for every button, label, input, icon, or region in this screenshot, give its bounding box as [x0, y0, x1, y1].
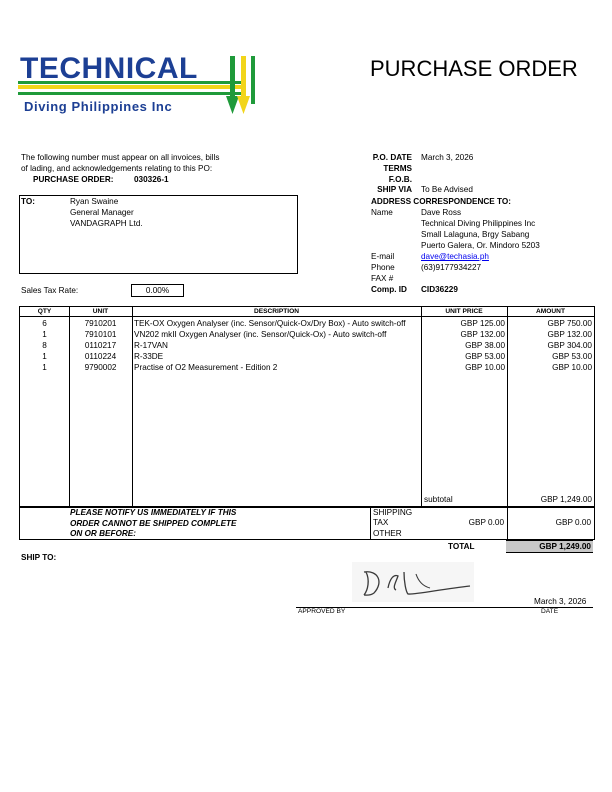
tax-rate-amount: GBP 0.00: [468, 518, 504, 527]
to-company: VANDAGRAPH Ltd.: [70, 219, 143, 228]
tax-amount: GBP 0.00: [555, 518, 591, 527]
footer-divider: [370, 507, 371, 539]
fob-label: F.O.B.: [388, 175, 412, 184]
phone-value: (63)9177934227: [421, 263, 482, 272]
shipping-label: SHIPPING: [373, 508, 413, 517]
date-label: DATE: [541, 608, 559, 615]
row-amount: GBP 132.00: [547, 330, 592, 339]
corr-address-3: Puerto Galera, Or. Mindoro 5203: [421, 241, 540, 250]
row-description: TEK-OX Oxygen Analyser (inc. Sensor/Quick-Ox/Dry Box) - Auto switch-off: [134, 319, 406, 328]
to-address-box: [19, 195, 298, 274]
row-qty: 6: [42, 319, 47, 328]
comp-id-label: Comp. ID: [371, 285, 407, 294]
to-name: Ryan Swaine: [70, 197, 119, 206]
approved-by-label: APPROVED BY: [298, 608, 346, 615]
sales-tax-field[interactable]: 0.00%: [131, 284, 184, 297]
fax-label: FAX #: [371, 274, 394, 283]
logo-tagline: Diving Philippines Inc: [24, 99, 173, 114]
tax-label: TAX: [373, 518, 389, 527]
corr-address-2: Small Lalaguna, Brgy Sabang: [421, 230, 530, 239]
header-unit-price: UNIT PRICE: [445, 308, 483, 315]
terms-label: TERMS: [383, 164, 412, 173]
header-unit: UNIT: [92, 308, 109, 315]
subtotal-value: GBP 1,249.00: [540, 495, 592, 504]
corr-name: Dave Ross: [421, 208, 462, 217]
header-qty: QTY: [37, 308, 52, 315]
sales-tax-label: Sales Tax Rate:: [21, 286, 79, 295]
phone-label: Phone: [371, 263, 395, 272]
to-label: TO:: [21, 197, 35, 206]
other-label: OTHER: [373, 529, 402, 538]
approval-date: March 3, 2026: [534, 597, 587, 606]
row-description: VN202 mkII Oxygen Analyser (inc. Sensor/Quick-Ox) - Auto switch-off: [134, 330, 387, 339]
comp-id-value: CID36229: [421, 285, 458, 294]
corr-name-label: Name: [371, 208, 393, 217]
row-amount: GBP 10.00: [552, 363, 592, 372]
row-unit-price: GBP 38.00: [465, 341, 505, 350]
row-description: R-33DE: [134, 352, 164, 361]
row-unit: 7910201: [84, 319, 117, 328]
correspondence-heading: ADDRESS CORRESPONDENCE TO:: [371, 197, 511, 206]
row-amount: GBP 750.00: [547, 319, 592, 328]
ship-to-label: SHIP TO:: [21, 553, 57, 562]
notice-line-2: of lading, and acknowledgements relating to this PO:: [21, 164, 213, 173]
logo-wordmark: TECHNICAL: [20, 52, 198, 85]
notify-line-2: ORDER CANNOT BE SHIPPED COMPLETE: [70, 519, 237, 528]
header-description: DESCRIPTION: [253, 308, 300, 315]
row-qty: 1: [42, 330, 47, 339]
row-qty: 8: [42, 341, 47, 350]
row-unit-price: GBP 53.00: [465, 352, 505, 361]
row-qty: 1: [42, 352, 47, 361]
notify-line-3: ON OR BEFORE:: [70, 529, 136, 538]
row-description: R-17VAN: [134, 341, 168, 350]
subtotal-label: subtotal: [424, 495, 453, 504]
row-unit-price: GBP 10.00: [465, 363, 505, 372]
corr-address-1: Technical Diving Philippines Inc: [421, 219, 536, 228]
row-description: Practise of O2 Measurement - Edition 2: [134, 363, 278, 372]
header-amount: AMOUNT: [536, 308, 565, 315]
row-amount: GBP 53.00: [552, 352, 592, 361]
notice-line-1: The following number must appear on all invoices, bills: [21, 153, 220, 162]
row-unit: 7910101: [84, 330, 117, 339]
row-unit: 9790002: [84, 363, 117, 372]
row-unit: 0110217: [84, 341, 117, 350]
row-unit-price: GBP 132.00: [460, 330, 505, 339]
row-qty: 1: [42, 363, 47, 372]
to-title: General Manager: [70, 208, 134, 217]
row-amount: GBP 304.00: [547, 341, 592, 350]
email-label: E-mail: [371, 252, 395, 261]
line-items-table: [19, 306, 595, 508]
row-unit: 0110224: [84, 352, 117, 361]
ship-via-value: To Be Advised: [421, 185, 473, 194]
po-number: 030326-1: [134, 175, 169, 184]
row-unit-price: GBP 125.00: [460, 319, 505, 328]
notify-line-1: PLEASE NOTIFY US IMMEDIATELY IF THIS: [70, 508, 237, 517]
total-value: GBP 1,249.00: [539, 542, 591, 551]
col-divider: [132, 307, 133, 507]
po-date-label: P.O. DATE: [372, 153, 412, 162]
ship-via-label: SHIP VIA: [377, 185, 412, 194]
approval-signature-graphic: [352, 562, 474, 602]
po-label: PURCHASE ORDER:: [33, 175, 114, 184]
document-title: PURCHASE ORDER: [370, 56, 578, 81]
po-date-value: March 3, 2026: [421, 153, 474, 162]
email-link[interactable]: dave@techasia.ph: [421, 252, 489, 261]
total-label: TOTAL: [448, 542, 475, 551]
